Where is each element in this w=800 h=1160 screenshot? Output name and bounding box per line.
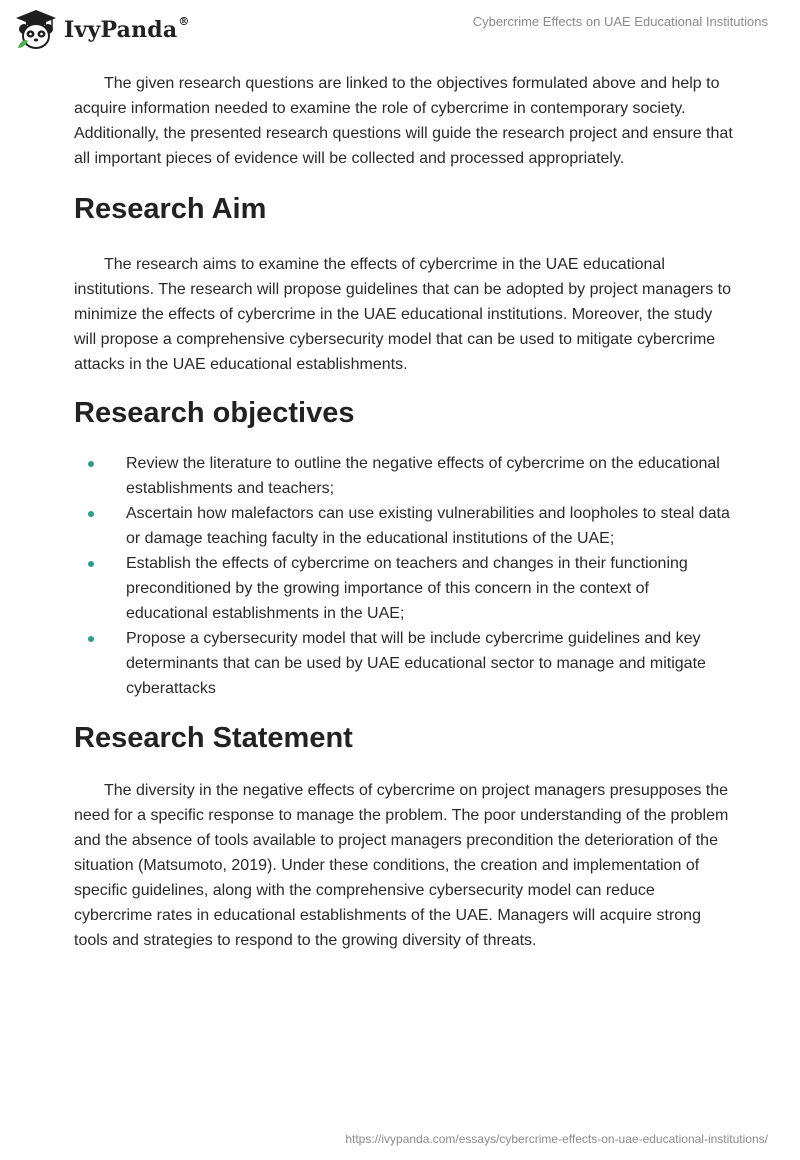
objectives-list [74,451,734,701]
list-item-text: Establish the effects of cybercrime on teachers and changes in their functioning preconditioned by the growing importance of this concern in the context of educational establishments in the UAE; [126,555,688,622]
logo-wordmark [64,17,190,43]
document-body [74,71,734,953]
ivypanda-logo[interactable] [14,8,190,52]
research-statement-paragraph: The diversity in the negative effects of cybercrime on project managers presupposes the need for a specific response to manage the problem. The poor understanding of the problem and the absence of tools available to project managers precondition the deterioration of the situation (Matsumoto, 2019). Under these conditions, the creation and implementation of specific guidelines, along with the comprehensive cybersecurity model can reduce cybercrime rates in educational establishments of the UAE. Managers will acquire strong tools and strategies to respond to the growing diversity of threats. [74,782,729,949]
registered-mark: ® [178,15,190,28]
running-title: Cybercrime Effects on UAE Educational Institutions [472,14,768,29]
list-item [74,626,734,701]
research-aim-heading: Research Aim [74,193,267,225]
list-item-text: Ascertain how malefactors can use existing vulnerabilities and loopholes to steal data or damage teaching faculty in the educational institutions of the UAE; [126,505,730,547]
bullet-dot-icon [88,511,94,517]
panda-graduate-logo-icon [14,8,58,52]
bullet-dot-icon [88,561,94,567]
research-aim-paragraph: The research aims to examine the effects of cybercrime in the UAE educational institutions. The research will propose guidelines that can be adopted by project managers to minimize the effects of cybercrime in the UAE educational institutions. Moreover, the study will propose a comprehensive cybersecurity model that can be used to mitigate cybercrime attacks in the UAE educational establishments. [74,256,731,373]
list-item [74,501,734,551]
research-statement-heading: Research Statement [74,722,353,754]
intro-paragraph: The given research questions are linked to the objectives formulated above and help to acquire information needed to examine the role of cybercrime in contemporary society. Additionally, the presented research questions will guide the research project and ensure that all important pieces of evidence will be collected and processed appropriately. [74,75,733,167]
bullet-dot-icon [88,636,94,642]
list-item-text: Review the literature to outline the negative effects of cybercrime on the educational establishments and teachers; [126,455,720,497]
list-item [74,451,734,501]
research-objectives-heading: Research objectives [74,397,355,429]
bullet-dot-icon [88,461,94,467]
page-header [0,0,800,62]
source-url-link[interactable]: https://ivypanda.com/essays/cybercrime-effects-on-uae-educational-institutions/ [345,1132,768,1146]
list-item [74,551,734,626]
list-item-text: Propose a cybersecurity model that will be include cybercrime guidelines and key determinants that can be used by UAE educational sector to manage and mitigate cyberattacks [126,630,706,697]
logo-text: IvyPanda [64,17,178,43]
